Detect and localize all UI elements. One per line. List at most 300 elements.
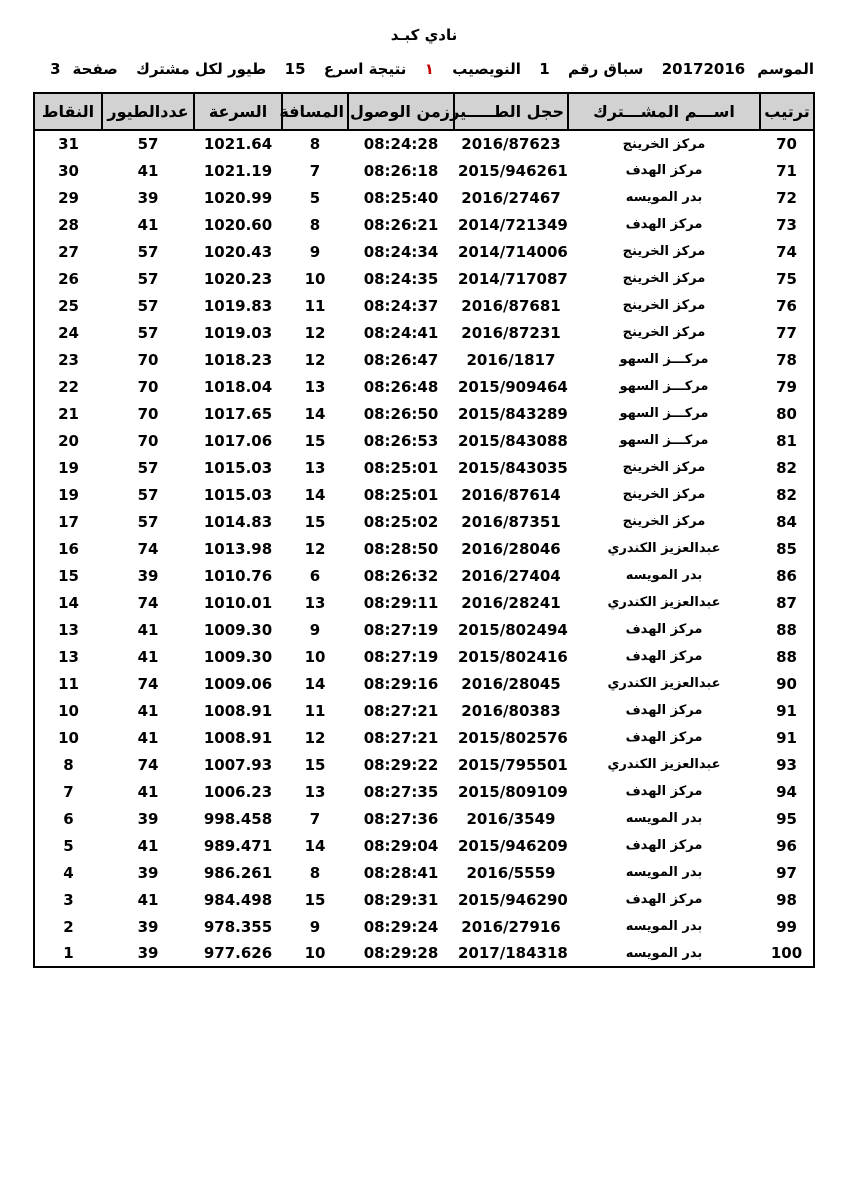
cell-ring-number: 2016/28241 (461, 593, 561, 612)
season-label: الموسم (757, 60, 814, 78)
cell-speed: 1010.01 (203, 593, 273, 612)
cell-speed: 1017.65 (203, 404, 273, 423)
page-group (50, 60, 118, 78)
cell-arrival-time: 08:25:01 (363, 458, 439, 477)
cell-distance: 11 (304, 296, 326, 315)
cell-pigeon-count: 57 (137, 485, 159, 504)
column-header-distance: المسافة (282, 93, 348, 130)
cell-points: 22 (58, 377, 79, 396)
cell-pigeon-count: 41 (137, 701, 159, 720)
table-row (34, 940, 814, 967)
cell-arrival-time: 08:28:50 (363, 539, 439, 558)
cell-ring-number: 2017/184318 (458, 944, 568, 962)
cell-arrival-time: 08:29:11 (363, 593, 439, 612)
cell-distance: 10 (304, 647, 326, 666)
cell-arrival-time: 08:29:24 (363, 917, 439, 936)
cell-participant-name: مركز الهدف (625, 649, 703, 664)
cell-rank: 96 (776, 836, 797, 855)
cell-ring-number: 2015/795501 (458, 755, 568, 774)
cell-pigeon-count: 57 (137, 242, 159, 261)
cell-participant-name: عبدالعزيز الكندري (607, 757, 721, 772)
table-row (34, 616, 814, 643)
cell-distance: 15 (304, 512, 326, 531)
cell-points: 13 (58, 620, 79, 639)
cell-participant-name: مركز الهدف (625, 892, 703, 907)
table-row (34, 859, 814, 886)
cell-participant-name: مركز الهدف (625, 703, 703, 718)
cell-points: 15 (58, 566, 79, 585)
cell-points: 10 (58, 701, 79, 720)
cell-pigeon-count: 57 (137, 323, 159, 342)
page-label: صفحة (72, 60, 118, 78)
cell-rank: 72 (776, 188, 797, 207)
cell-points: 4 (63, 863, 74, 882)
cell-speed: 1018.04 (203, 377, 273, 396)
cell-rank: 97 (776, 863, 797, 882)
cell-speed: 1008.91 (203, 728, 273, 747)
table-header-row (34, 93, 814, 130)
cell-arrival-time: 08:26:18 (363, 161, 439, 180)
cell-rank: 91 (776, 701, 797, 720)
cell-distance: 14 (304, 836, 326, 855)
season-group (662, 60, 814, 78)
cell-ring-number: 2015/843035 (458, 458, 568, 477)
cell-points: 25 (58, 296, 79, 315)
cell-speed: 1020.99 (203, 188, 273, 207)
cell-arrival-time: 08:28:41 (363, 863, 439, 882)
cell-participant-name: مركـــز السهو (619, 406, 709, 421)
cell-points: 14 (58, 593, 79, 612)
cell-rank: 71 (776, 161, 797, 180)
cell-pigeon-count: 74 (137, 539, 159, 558)
table-row (34, 670, 814, 697)
race-label: سباق رقم (568, 60, 644, 78)
table-row (34, 157, 814, 184)
cell-ring-number: 2015/946290 (458, 890, 568, 909)
cell-participant-name: مركز الخرينج (622, 460, 706, 475)
cell-rank: 74 (776, 242, 797, 261)
cell-pigeon-count: 41 (137, 215, 159, 234)
cell-participant-name: مركز الهدف (625, 622, 703, 637)
table-row (34, 265, 814, 292)
cell-participant-name: عبدالعزيز الكندري (607, 676, 721, 691)
table-row (34, 913, 814, 940)
cell-ring-number: 2015/843289 (458, 404, 568, 423)
cell-ring-number: 2015/802576 (458, 728, 568, 747)
cell-speed: 1013.98 (203, 539, 273, 558)
cell-pigeon-count: 41 (137, 161, 159, 180)
cell-distance: 7 (309, 161, 321, 180)
cell-participant-name: بدر المويسه (625, 811, 703, 826)
cell-points: 16 (58, 539, 79, 558)
cell-points: 13 (58, 647, 79, 666)
cell-distance: 12 (304, 539, 326, 558)
cell-arrival-time: 08:29:16 (363, 674, 439, 693)
table-row (34, 238, 814, 265)
cell-ring-number: 2014/717087 (458, 269, 568, 288)
cell-ring-number: 2016/87351 (461, 512, 561, 531)
cell-rank: 88 (776, 620, 797, 639)
cell-distance: 8 (309, 863, 321, 882)
cell-pigeon-count: 57 (137, 458, 159, 477)
cell-participant-name: مركز الهدف (625, 730, 703, 745)
cell-pigeon-count: 74 (137, 674, 159, 693)
cell-participant-name: مركز الخرينج (622, 244, 706, 259)
cell-distance: 13 (304, 458, 326, 477)
cell-pigeon-count: 41 (137, 836, 159, 855)
cell-ring-number: 2016/87614 (461, 485, 561, 504)
cell-points: 8 (63, 755, 74, 774)
cell-points: 19 (58, 485, 79, 504)
cell-points: 11 (58, 674, 79, 693)
cell-pigeon-count: 41 (137, 647, 159, 666)
cell-speed: 1009.30 (203, 620, 273, 639)
cell-pigeon-count: 41 (137, 620, 159, 639)
column-header-rank: ترتيب (760, 93, 814, 130)
cell-speed: 1015.03 (203, 485, 273, 504)
cell-participant-name: عبدالعزيز الكندري (607, 595, 721, 610)
cell-speed: 1015.03 (203, 458, 273, 477)
cell-points: 31 (58, 135, 79, 153)
cell-pigeon-count: 39 (137, 188, 159, 207)
cell-participant-name: مركـــز السهو (619, 379, 709, 394)
cell-arrival-time: 08:29:04 (363, 836, 439, 855)
cell-speed: 1018.23 (203, 350, 273, 369)
cell-participant-name: عبدالعزيز الكندري (607, 541, 721, 556)
cell-distance: 11 (304, 701, 326, 720)
results-table (33, 92, 815, 968)
cell-speed: 977.626 (203, 944, 273, 962)
column-header-ring-number: حجل الطـــــير (454, 93, 568, 130)
cell-rank: 70 (776, 135, 797, 153)
cell-pigeon-count: 41 (137, 890, 159, 909)
cell-distance: 14 (304, 674, 326, 693)
table-row (34, 805, 814, 832)
cell-arrival-time: 08:27:19 (363, 620, 439, 639)
cell-rank: 82 (776, 458, 797, 477)
cell-points: 3 (63, 890, 74, 909)
cell-ring-number: 2016/28046 (461, 539, 561, 558)
table-row (34, 130, 814, 157)
cell-pigeon-count: 41 (137, 728, 159, 747)
cell-rank: 82 (776, 485, 797, 504)
cell-rank: 90 (776, 674, 797, 693)
cell-pigeon-count: 41 (137, 782, 159, 801)
table-row (34, 535, 814, 562)
cell-ring-number: 2014/721349 (458, 215, 568, 234)
column-header-arrival-time: زمن الوصول (348, 93, 454, 130)
cell-arrival-time: 08:26:50 (363, 404, 439, 423)
cell-distance: 13 (304, 782, 326, 801)
meta-line (50, 60, 814, 78)
cell-arrival-time: 08:26:21 (363, 215, 439, 234)
cell-distance: 9 (309, 620, 321, 639)
cell-points: 24 (58, 323, 79, 342)
cell-rank: 84 (776, 512, 797, 531)
cell-speed: 978.355 (203, 917, 273, 936)
cell-speed: 1007.93 (203, 755, 273, 774)
table-row (34, 751, 814, 778)
cell-rank: 78 (776, 350, 797, 369)
cell-pigeon-count: 57 (137, 512, 159, 531)
cell-participant-name: بدر المويسه (625, 568, 703, 583)
cell-distance: 12 (304, 323, 326, 342)
cell-speed: 984.498 (203, 890, 273, 909)
cell-pigeon-count: 57 (137, 269, 159, 288)
cell-pigeon-count: 39 (137, 917, 159, 936)
page-number: 3 (50, 60, 61, 78)
cell-rank: 77 (776, 323, 797, 342)
cell-rank: 80 (776, 404, 797, 423)
column-header-pigeon-count: عددالطيور (102, 93, 194, 130)
table-row (34, 211, 814, 238)
cell-distance: 5 (309, 188, 321, 207)
cell-pigeon-count: 70 (137, 404, 159, 423)
cell-ring-number: 2015/946261 (458, 161, 568, 180)
cell-pigeon-count: 57 (137, 296, 159, 315)
cell-arrival-time: 08:24:34 (363, 242, 439, 261)
cell-participant-name: بدر المويسه (625, 190, 703, 205)
cell-ring-number: 2016/87231 (461, 323, 561, 342)
table-row (34, 454, 814, 481)
cell-rank: 94 (776, 782, 797, 801)
cell-points: 28 (58, 215, 79, 234)
table-row (34, 427, 814, 454)
cell-ring-number: 2016/28045 (461, 674, 561, 693)
column-header-speed: السرعة (194, 93, 282, 130)
cell-speed: 1006.23 (203, 782, 273, 801)
cell-participant-name: مركز الخرينج (622, 136, 706, 152)
cell-arrival-time: 08:27:21 (363, 701, 439, 720)
cell-points: 6 (63, 809, 74, 828)
cell-participant-name: بدر المويسه (625, 945, 703, 961)
location-number: ١ (424, 60, 434, 78)
cell-points: 1 (63, 944, 74, 962)
table-row (34, 643, 814, 670)
cell-rank: 99 (776, 917, 797, 936)
table-row (34, 886, 814, 913)
cell-ring-number: 2015/946209 (458, 836, 568, 855)
cell-pigeon-count: 70 (137, 377, 159, 396)
cell-rank: 95 (776, 809, 797, 828)
cell-speed: 1021.64 (203, 135, 273, 153)
cell-participant-name: مركز الخرينج (622, 514, 706, 529)
race-number: 1 (539, 60, 550, 78)
cell-pigeon-count: 39 (137, 566, 159, 585)
table-row (34, 589, 814, 616)
cell-pigeon-count: 57 (137, 135, 159, 153)
cell-points: 23 (58, 350, 79, 369)
cell-distance: 12 (304, 350, 326, 369)
column-header-participant-name: اســـم المشـــترك (568, 93, 760, 130)
cell-points: 21 (58, 404, 79, 423)
cell-arrival-time: 08:24:37 (363, 296, 439, 315)
table-row (34, 778, 814, 805)
table-row (34, 319, 814, 346)
cell-arrival-time: 08:26:32 (363, 566, 439, 585)
cell-participant-name: بدر المويسه (625, 865, 703, 880)
table-row (34, 481, 814, 508)
cell-distance: 15 (304, 890, 326, 909)
cell-pigeon-count: 39 (137, 809, 159, 828)
cell-rank: 79 (776, 377, 797, 396)
cell-distance: 13 (304, 377, 326, 396)
table-row (34, 508, 814, 535)
cell-arrival-time: 08:26:53 (363, 431, 439, 450)
cell-ring-number: 2016/87623 (461, 135, 561, 153)
cell-arrival-time: 08:27:35 (363, 782, 439, 801)
cell-arrival-time: 08:29:22 (363, 755, 439, 774)
cell-points: 30 (58, 161, 79, 180)
cell-points: 27 (58, 242, 79, 261)
cell-pigeon-count: 74 (137, 593, 159, 612)
cell-distance: 7 (309, 809, 321, 828)
cell-arrival-time: 08:26:47 (363, 350, 439, 369)
table-row (34, 724, 814, 751)
cell-distance: 14 (304, 404, 326, 423)
cell-participant-name: مركز الهدف (625, 217, 703, 232)
club-title: نادي كبـد (390, 26, 458, 44)
cell-rank: 88 (776, 647, 797, 666)
cell-ring-number: 2015/802416 (458, 647, 568, 666)
cell-distance: 13 (304, 593, 326, 612)
cell-speed: 998.458 (203, 809, 273, 828)
cell-ring-number: 2015/843088 (458, 431, 568, 450)
cell-participant-name: مركز الهدف (625, 838, 703, 853)
results-tbody (34, 130, 814, 967)
cell-participant-name: مركـــز السهو (619, 433, 709, 448)
cell-distance: 6 (309, 566, 321, 585)
table-row (34, 400, 814, 427)
table-row (34, 346, 814, 373)
cell-pigeon-count: 74 (137, 755, 159, 774)
cell-pigeon-count: 39 (137, 944, 159, 962)
cell-rank: 81 (776, 431, 797, 450)
cell-participant-name: مركـــز السهو (619, 352, 709, 367)
cell-ring-number: 2016/1817 (466, 350, 556, 369)
table-row (34, 292, 814, 319)
season-value: 20172016 (661, 60, 746, 78)
cell-points: 2 (63, 917, 74, 936)
cell-rank: 73 (776, 215, 797, 234)
cell-pigeon-count: 70 (137, 431, 159, 450)
cell-points: 7 (63, 782, 74, 801)
cell-ring-number: 2015/909464 (458, 377, 568, 396)
column-header-points: النقاط (34, 93, 102, 130)
cell-arrival-time: 08:29:28 (363, 944, 439, 962)
cell-distance: 9 (309, 917, 321, 936)
cell-rank: 98 (776, 890, 797, 909)
result-label: نتيجة اسرع (323, 60, 407, 78)
cell-points: 29 (58, 188, 79, 207)
cell-rank: 75 (776, 269, 797, 288)
cell-rank: 93 (776, 755, 797, 774)
cell-distance: 8 (309, 215, 321, 234)
cell-ring-number: 2016/5559 (466, 863, 556, 882)
cell-arrival-time: 08:27:19 (363, 647, 439, 666)
cell-points: 26 (58, 269, 79, 288)
cell-ring-number: 2016/80383 (461, 701, 561, 720)
cell-arrival-time: 08:25:01 (363, 485, 439, 504)
cell-distance: 10 (304, 944, 326, 962)
cell-points: 17 (58, 512, 79, 531)
cell-pigeon-count: 39 (137, 863, 159, 882)
cell-rank: 76 (776, 296, 797, 315)
cell-participant-name: مركز الهدف (625, 163, 703, 178)
cell-speed: 1008.91 (203, 701, 273, 720)
cell-rank: 86 (776, 566, 797, 585)
cell-speed: 986.261 (203, 863, 273, 882)
cell-distance: 9 (309, 242, 321, 261)
cell-participant-name: بدر المويسه (625, 919, 703, 934)
cell-speed: 1020.60 (203, 215, 273, 234)
cell-ring-number: 2015/802494 (458, 620, 568, 639)
cell-participant-name: مركز الخرينج (622, 487, 706, 502)
cell-points: 5 (63, 836, 74, 855)
cell-ring-number: 2016/27916 (461, 917, 561, 936)
cell-ring-number: 2014/714006 (458, 242, 568, 261)
cell-speed: 1020.43 (203, 242, 273, 261)
cell-points: 10 (58, 728, 79, 747)
cell-arrival-time: 08:26:48 (363, 377, 439, 396)
cell-participant-name: مركز الخرينج (622, 298, 706, 313)
cell-arrival-time: 08:24:35 (363, 269, 439, 288)
cell-ring-number: 2016/27467 (461, 188, 561, 207)
cell-speed: 989.471 (203, 836, 273, 855)
cell-arrival-time: 08:25:40 (363, 188, 439, 207)
cell-speed: 1014.83 (203, 512, 273, 531)
cell-rank: 91 (776, 728, 797, 747)
cell-arrival-time: 08:27:21 (363, 728, 439, 747)
cell-participant-name: مركز الخرينج (622, 325, 706, 340)
cell-speed: 1021.19 (203, 161, 273, 180)
cell-participant-name: مركز الخرينج (622, 271, 706, 286)
cell-arrival-time: 08:24:28 (363, 135, 439, 153)
cell-arrival-time: 08:25:02 (363, 512, 439, 531)
table-row (34, 184, 814, 211)
cell-rank: 85 (776, 539, 797, 558)
cell-speed: 1019.83 (203, 296, 273, 315)
table-row (34, 832, 814, 859)
cell-distance: 12 (304, 728, 326, 747)
fastest-count: 15 (284, 60, 306, 78)
cell-points: 20 (58, 431, 79, 450)
cell-speed: 1010.76 (203, 566, 273, 585)
cell-rank: 87 (776, 593, 797, 612)
cell-arrival-time: 08:24:41 (363, 323, 439, 342)
cell-ring-number: 2016/3549 (466, 809, 556, 828)
cell-ring-number: 2016/27404 (461, 566, 561, 585)
cell-pigeon-count: 70 (137, 350, 159, 369)
cell-distance: 14 (304, 485, 326, 504)
table-row (34, 373, 814, 400)
cell-speed: 1020.23 (203, 269, 273, 288)
table-row (34, 562, 814, 589)
cell-speed: 1009.30 (203, 647, 273, 666)
cell-distance: 15 (304, 755, 326, 774)
cell-ring-number: 2015/809109 (458, 782, 568, 801)
race-location: النويصيب (452, 60, 521, 78)
per-participant-label: طيور لكل مشترك (136, 60, 267, 78)
cell-participant-name: مركز الهدف (625, 784, 703, 799)
cell-arrival-time: 08:27:36 (363, 809, 439, 828)
cell-distance: 15 (304, 431, 326, 450)
cell-speed: 1017.06 (203, 431, 273, 450)
cell-distance: 10 (304, 269, 326, 288)
cell-arrival-time: 08:29:31 (363, 890, 439, 909)
cell-speed: 1019.03 (203, 323, 273, 342)
cell-rank: 100 (770, 944, 803, 962)
